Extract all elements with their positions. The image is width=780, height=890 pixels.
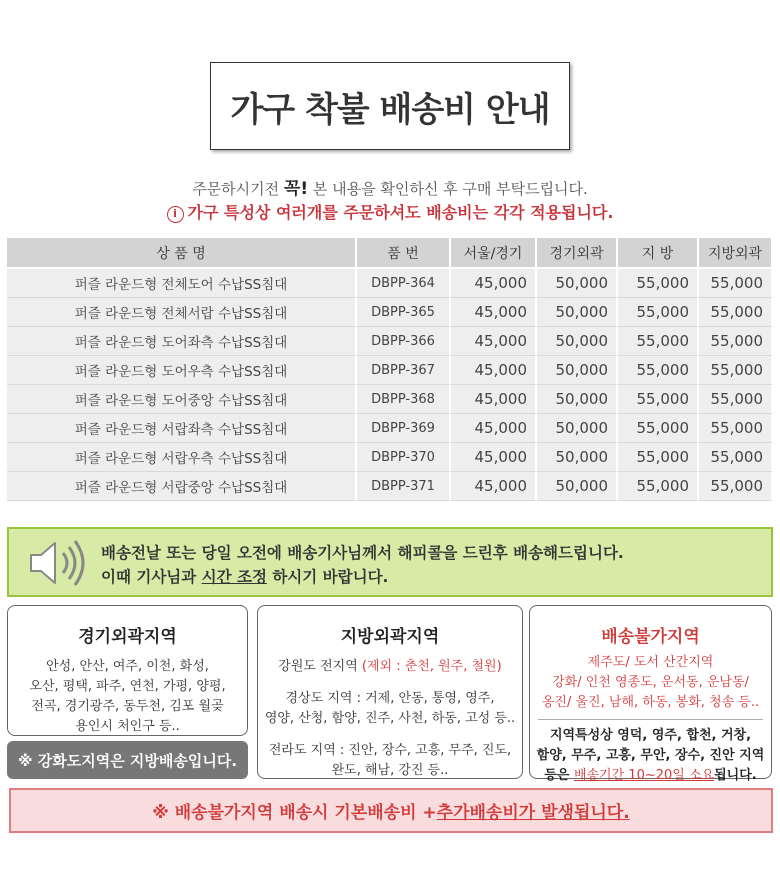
product-code-cell: DBPP-367 (357, 356, 451, 385)
notice-line-2 (101, 565, 388, 587)
delivery-period-b: 됩니다. (714, 768, 757, 783)
intro-prefix: 주문하시기전 (192, 180, 284, 198)
product-name-cell: 퍼즐 라운드형 도어좌측 수납SS침대 (7, 327, 357, 356)
gangwha-note: ※ 강화도지역은 지방배송입니다. (7, 741, 248, 779)
price-regional-cell: 55,000 (618, 327, 699, 356)
price-seoul-gyeonggi-cell: 45,000 (451, 414, 537, 443)
notice-line-2-b: 하시기 바랍니다. (266, 568, 389, 586)
speaker-icon (27, 537, 97, 589)
notice-line-2-underline: 시간 조정 (201, 568, 267, 586)
price-seoul-gyeonggi-cell: 45,000 (451, 269, 537, 298)
delivery-notice (7, 527, 773, 597)
header-product-code: 품 번 (357, 238, 451, 269)
gyeonggi-outer-box (7, 605, 248, 736)
price-regional-cell: 55,000 (618, 356, 699, 385)
price-regional-cell: 55,000 (618, 298, 699, 327)
gyeonggi-line: 용인시 처인구 등.. (75, 719, 180, 734)
gangwon-line (258, 657, 522, 677)
table-row (7, 443, 773, 472)
product-name-cell: 퍼즐 라운드형 서랍좌측 수납SS침대 (7, 414, 357, 443)
price-regional-cell: 55,000 (618, 414, 699, 443)
notice-line-1: 배송전날 또는 당일 오전에 배송기사님께서 해피콜을 드린후 배송해드립니다. (101, 544, 624, 562)
extra-fee-prefix: ※ 배송불가지역 배송시 기본배송비 + (152, 803, 437, 823)
product-code-cell: DBPP-371 (357, 472, 451, 501)
gyeonggi-line: 안성, 안산, 여주, 이천, 화성, (46, 659, 209, 674)
price-regional-outer-cell: 55,000 (699, 472, 773, 501)
page-title: 가구 착불 배송비 안내 (230, 89, 550, 130)
table-row (7, 269, 773, 298)
price-gyeonggi-outer-cell: 50,000 (537, 385, 618, 414)
table-header-row (7, 238, 773, 269)
info-icon: i (167, 206, 184, 223)
product-name-cell: 퍼즐 라운드형 전체도어 수납SS침대 (7, 269, 357, 298)
price-gyeonggi-outer-cell: 50,000 (537, 472, 618, 501)
price-regional-cell: 55,000 (618, 269, 699, 298)
table-row (7, 356, 773, 385)
delivery-period-line (530, 766, 771, 786)
price-gyeonggi-outer-cell: 50,000 (537, 443, 618, 472)
jeolla-line: 전라도 지역 : 진안, 장수, 고흥, 무주, 진도, (268, 743, 512, 758)
product-name-cell: 퍼즐 라운드형 도어우측 수납SS침대 (7, 356, 357, 385)
table-row (7, 298, 773, 327)
product-code-cell: DBPP-369 (357, 414, 451, 443)
header-regional-outer: 지방외곽 (699, 238, 773, 269)
gangwon-exclusion: (제외 : 춘천, 원주, 철원) (361, 659, 502, 674)
price-seoul-gyeonggi-cell: 45,000 (451, 472, 537, 501)
gyeongsang-line: 경상도 지역 : 거제, 안동, 통영, 영주, (285, 691, 495, 706)
price-regional-outer-cell: 55,000 (699, 327, 773, 356)
price-regional-cell: 55,000 (618, 385, 699, 414)
price-seoul-gyeonggi-cell: 45,000 (451, 356, 537, 385)
gyeonggi-line: 전곡, 경기광주, 동두천, 김포 월곶 (31, 699, 224, 714)
special-region-line: 지역특성상 영덕, 영주, 합천, 거창, (549, 728, 752, 743)
product-code-cell: DBPP-365 (357, 298, 451, 327)
regional-outer-box (257, 605, 523, 779)
product-code-cell: DBPP-364 (357, 269, 451, 298)
price-regional-cell: 55,000 (618, 472, 699, 501)
price-seoul-gyeonggi-cell: 45,000 (451, 385, 537, 414)
special-region-line: 함양, 무주, 고흥, 무안, 장수, 진안 지역 (536, 748, 765, 763)
extra-fee-notice (9, 788, 773, 833)
undeliverable-line: 강화/ 인천 영종도, 운서동, 운남동/ (552, 675, 749, 690)
gyeonggi-line: 오산, 평택, 파주, 연천, 가평, 양평, (29, 679, 226, 694)
header-seoul-gyeonggi: 서울/경기 (451, 238, 537, 269)
price-gyeonggi-outer-cell: 50,000 (537, 269, 618, 298)
regional-outer-title: 지방외곽지역 (340, 627, 440, 647)
price-regional-outer-cell: 55,000 (699, 385, 773, 414)
header-product-name: 상 품 명 (7, 238, 357, 269)
gangwon-label: 강원도 전지역 (278, 659, 362, 674)
gyeonggi-outer-title: 경기외곽지역 (78, 627, 177, 647)
delivery-period-underline: 배송기간 10~20일 소요 (573, 768, 715, 783)
product-code-cell: DBPP-366 (357, 327, 451, 356)
price-regional-cell: 55,000 (618, 443, 699, 472)
price-gyeonggi-outer-cell: 50,000 (537, 298, 618, 327)
undeliverable-title: 배송불가지역 (601, 627, 700, 647)
undeliverable-line: 제주도/ 도서 산간지역 (587, 655, 714, 670)
undeliverable-line: 옹진/ 울진, 남해, 하동, 봉화, 청송 등.. (541, 695, 760, 710)
price-regional-outer-cell: 55,000 (699, 356, 773, 385)
table-row (7, 385, 773, 414)
table-row (7, 414, 773, 443)
shipping-fee-table (7, 238, 773, 501)
gyeongsang-line: 영양, 산청, 함양, 진주, 사천, 하동, 고성 등.. (264, 711, 516, 726)
title-box (210, 62, 570, 150)
price-seoul-gyeonggi-cell: 45,000 (451, 298, 537, 327)
table-row (7, 327, 773, 356)
product-code-cell: DBPP-370 (357, 443, 451, 472)
product-name-cell: 퍼즐 라운드형 전체서랍 수납SS침대 (7, 298, 357, 327)
price-seoul-gyeonggi-cell: 45,000 (451, 327, 537, 356)
intro-suffix: 본 내용을 확인하신 후 구매 부탁드립니다. (308, 180, 588, 198)
header-gyeonggi-outer: 경기외곽 (537, 238, 618, 269)
undeliverable-box (529, 605, 772, 783)
product-name-cell: 퍼즐 라운드형 도어중앙 수납SS침대 (7, 385, 357, 414)
price-regional-outer-cell: 55,000 (699, 269, 773, 298)
delivery-period-a: 등은 (544, 768, 574, 783)
table-row (7, 472, 773, 501)
intro-emphasis: 꼭! (283, 179, 309, 199)
extra-fee-underline: 추가배송비가 발생됩니다. (436, 803, 630, 823)
price-seoul-gyeonggi-cell: 45,000 (451, 443, 537, 472)
price-gyeonggi-outer-cell: 50,000 (537, 414, 618, 443)
warning-text (0, 200, 780, 223)
price-gyeonggi-outer-cell: 50,000 (537, 327, 618, 356)
jeolla-line: 완도, 해남, 강진 등.. (331, 763, 449, 778)
divider (538, 719, 763, 720)
price-regional-outer-cell: 55,000 (699, 298, 773, 327)
notice-line-2-a: 이때 기사님과 (101, 568, 202, 586)
intro-text (0, 174, 780, 199)
header-regional: 지 방 (618, 238, 699, 269)
price-regional-outer-cell: 55,000 (699, 414, 773, 443)
product-name-cell: 퍼즐 라운드형 서랍우측 수납SS침대 (7, 443, 357, 472)
warning-label: 가구 특성상 여러개를 주문하셔도 배송비는 각각 적용됩니다. (187, 203, 614, 222)
price-gyeonggi-outer-cell: 50,000 (537, 356, 618, 385)
product-name-cell: 퍼즐 라운드형 서랍중앙 수납SS침대 (7, 472, 357, 501)
product-code-cell: DBPP-368 (357, 385, 451, 414)
price-regional-outer-cell: 55,000 (699, 443, 773, 472)
